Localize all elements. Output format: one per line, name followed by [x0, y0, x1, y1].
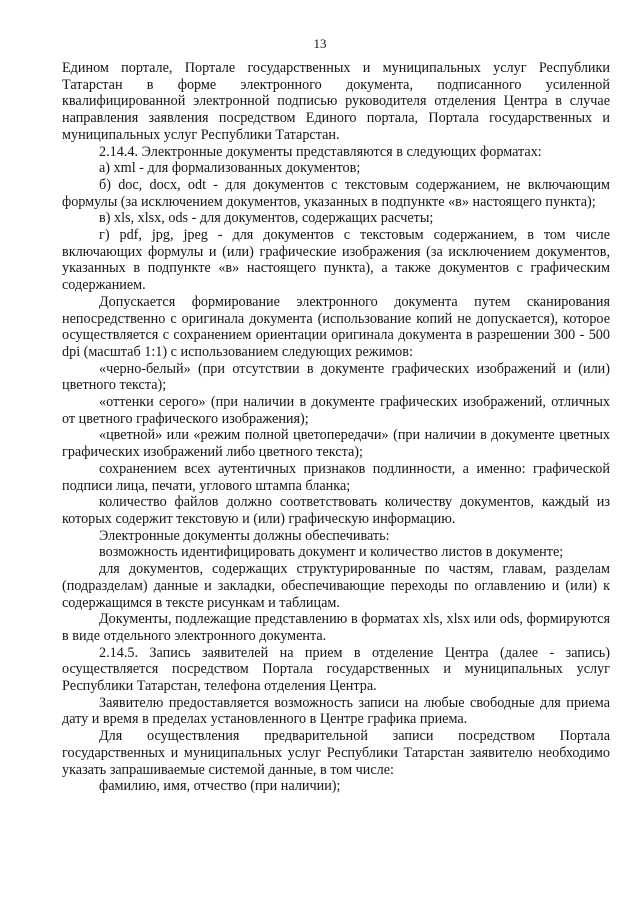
paragraph: 2.14.4. Электронные документы представляются в следующих форматах:: [99, 143, 542, 160]
page-number: 13: [313, 36, 327, 51]
paragraph: а) xml - для формализованных документов;: [99, 160, 361, 177]
paragraph: Электронные документы должны обеспечивать:: [99, 527, 390, 544]
paragraph: сохранением всех аутентичных признаков подлинности, а именно: графической подписи лица, печати, углового штампа бланка;: [62, 460, 610, 494]
paragraph: Заявителю предоставляется возможность записи на любые свободные для приема дату и время в пределах установленного в Центре графика приема.: [62, 694, 610, 728]
document-body: [62, 60, 610, 795]
paragraph: количество файлов должно соответствовать количеству документов, каждый из которых содержит текстовую и (или) графическую информацию.: [62, 494, 610, 527]
paragraph: «черно-белый» (при отсутствии в документе графических изображений и (или) цветного текста);: [62, 360, 610, 394]
paragraph: г) pdf, jpg, jpeg - для документов с текстовым содержанием, в том числе включающих формулы и (или) графические изображения (за исключением документов, указанных в подпункте «в» настоящего пункта), а также документов с графическим содержанием.: [62, 227, 610, 294]
paragraph: «оттенки серого» (при наличии в документе графических изображений, отличных от цветного графического изображения);: [62, 394, 610, 427]
paragraph: в) xls, xlsx, ods - для документов, содержащих расчеты;: [99, 210, 434, 227]
paragraph: Едином портале, Портале государственных и муниципальных услуг Республики Татарстан в форме электронного документа, подписанного усиленной квалифицированной электронной подписью руководителя отделения Центра в случае направления заявления посредством Единого портала, Портала государственных и муниципальных услуг Республики Татарстан.: [62, 60, 610, 143]
paragraph: Для осуществления предварительной записи посредством Портала государственных и муниципальных услуг Республики Татарстан заявителю необходимо указать запрашиваемые системой данные, в том числе:: [62, 728, 610, 778]
paragraph: 2.14.5. Запись заявителей на прием в отделение Центра (далее - запись) осуществляется посредством Портала государственных и муниципальных услуг Республики Татарстан, телефона отделения Центра.: [62, 644, 610, 695]
paragraph: фамилию, имя, отчество (при наличии);: [99, 778, 341, 795]
paragraph: б) doc, docx, odt - для документов с текстовым содержанием, не включающим формулы (за исключением документов, указанных в подпункте «в» настоящего пункта);: [62, 176, 610, 210]
paragraph: «цветной» или «режим полной цветопередачи» (при наличии в документе цветных графических изображений либо цветного текста);: [62, 427, 610, 461]
paragraph: для документов, содержащих структурированные по частям, главам, разделам (подразделам) данные и закладки, обеспечивающие переходы по оглавлению и (или) к содержащимся в тексте рисункам и таблицам.: [62, 561, 610, 611]
paragraph: Документы, подлежащие представлению в форматах xls, xlsx или ods, формируются в виде отдельного электронного документа.: [62, 611, 610, 644]
paragraph: возможность идентифицировать документ и количество листов в документе;: [99, 544, 564, 561]
paragraph: Допускается формирование электронного документа путем сканирования непосредственно с оригинала документа (использование копий не допускается), которое осуществляется с сохранением ориентации оригинала документа в разрешении 300 - 500 dpi (масштаб 1:1) с использованием следующих режимов:: [62, 293, 610, 360]
